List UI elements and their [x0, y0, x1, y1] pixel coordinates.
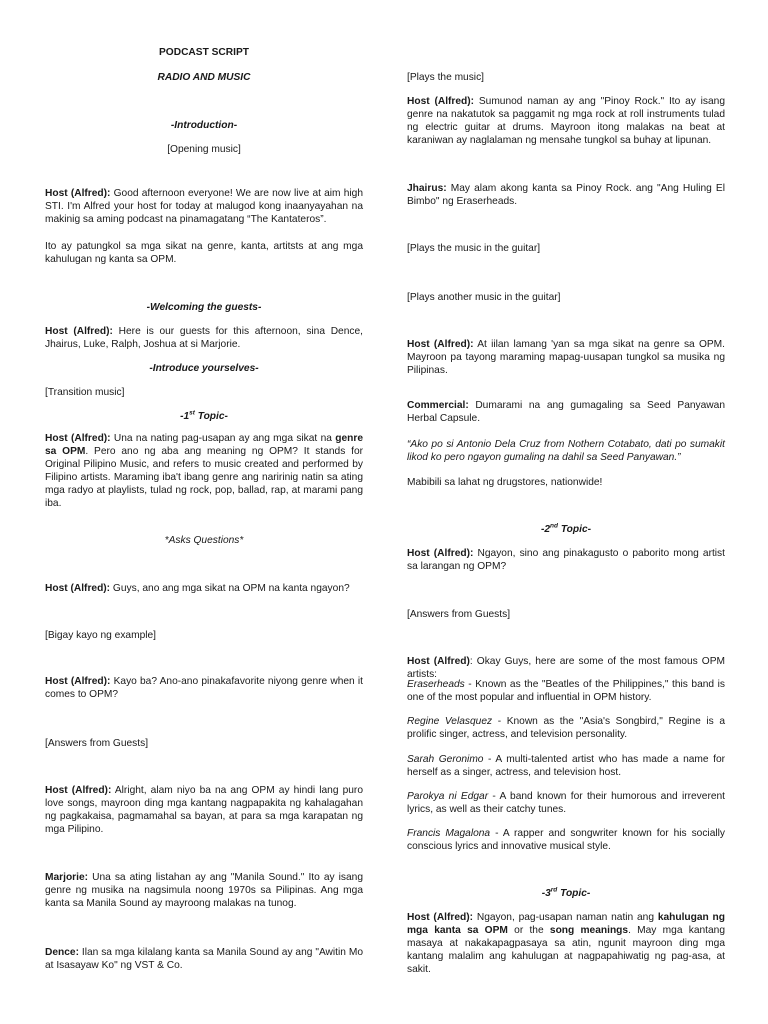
paragraph-host-guests [45, 325, 363, 351]
speaker-label: Host (Alfred) [407, 656, 470, 667]
speaker-label: Commercial: [407, 400, 469, 411]
speaker-label: Host (Alfred): [45, 785, 112, 796]
welcoming-heading: -Welcoming the guests- [146, 302, 262, 313]
introduction-heading: -Introduction- [170, 120, 238, 131]
artist-item: Parokya ni Edgar - A band known for their humorous and irreverent lyrics, as well as their catchy tunes. [407, 791, 725, 815]
speaker-label: Host (Alfred): [45, 433, 111, 444]
speaker-label: Dence: [45, 947, 79, 958]
artist-name: Francis Magalona [407, 828, 491, 839]
stage-direction-transition-music: [Transition music] [45, 387, 125, 398]
document-title: PODCAST SCRIPT [159, 47, 249, 58]
speaker-label: Host (Alfred): [407, 96, 475, 107]
paragraph-marjorie: Marjorie: Una sa ating listahan ay ang "Manila Sound." Ito ay isang genre ng musika na nagsimula noong 1970s sa Pilipinas. Ang mga kanta sa Manila Sound ay mayroong malakas na tunog. [45, 872, 363, 909]
artist-name: Regine Velasquez [407, 716, 493, 727]
stage-direction-plays-guitar: [Plays the music in the guitar] [407, 243, 541, 254]
topic-3-heading: -3rd Topic- [541, 886, 591, 899]
speaker-label: Host (Alfred): [45, 188, 111, 199]
artist-item: Francis Magalona - A rapper and songwriter known for his socially conscious lyrics and innovative musical style. [407, 828, 725, 852]
stage-direction-plays-another: [Plays another music in the guitar] [407, 292, 561, 303]
commercial-tagline: Mabibili sa lahat ng drugstores, nationwide! [407, 477, 603, 488]
paragraph-topic-description: Ito ay patungkol sa mga sikat na genre, kanta, artitsts at ang mga kahulugan ng kanta sa OPM. [45, 241, 363, 265]
stage-direction-plays-music: [Plays the music] [407, 72, 484, 83]
paragraph-host-question-1: Host (Alfred): Guys, ano ang mga sikat na OPM na kanta ngayon? [45, 583, 350, 594]
paragraph-host-question-2: Host (Alfred): Kayo ba? Ano-ano pinakafavorite niyong genre when it comes to OPM? [45, 676, 363, 700]
stage-direction-bigay: [Bigay kayo ng example] [45, 630, 156, 641]
stage-direction-answers: [Answers from Guests] [45, 738, 149, 749]
stage-direction-asks-questions: *Asks Questions* [164, 535, 244, 546]
paragraph-host-opm-meaning: Host (Alfred): Alright, alam niyo ba na ang OPM ay hindi lang puro love songs, mayroon ding mga kantang nagpapakita ng kahalagahan ng pagkakaisa, pagmamahal sa bayan, at para sa mga karapatan ng mga Pilipino. [45, 785, 363, 835]
speaker-label: Host (Alfred): [45, 676, 111, 687]
speaker-label: Jhairus: [407, 183, 447, 194]
paragraph-host-pinoy-rock: Host (Alfred): Sumunod naman ay ang "Pinoy Rock." Ito ay isang genre na nakatutok sa paggamit ng mga rock at roll instruments tulad ng electric guitar at drums. Mayroon itong malakas na beat at karaniwan ay naglalaman ng mensahe tungkol sa buhay at lipunan. [407, 96, 725, 146]
artist-item: Eraserheads - Known as the "Beatles of the Philippines," this band is one of the most popular and influential in OPM history. [407, 679, 725, 703]
stage-direction-answers-2: [Answers from Guests] [407, 609, 511, 620]
paragraph-host-opm-genres: Host (Alfred): Una na nating pag-usapan ay ang mga sikat na genre sa OPM. Pero ano ng aba ang meaning ng OPM? It stands for Original Pilipino Music, and refers to music created and performed by Filipino artists. Maraming iba't ibang genre ang naririnig natin sa ating mga radyo at playlists, tulad ng rock, pop, ballad, rap, at marami pang iba. [45, 433, 364, 509]
paragraph-host-favorite-artist: Host (Alfred): Ngayon, sino ang pinakagusto o paborito mong artist sa larangan ng OPM? [407, 548, 725, 572]
document-subtitle: RADIO AND MUSIC [157, 72, 251, 83]
stage-direction-opening-music: [Opening music] [167, 144, 241, 155]
paragraph-host-famous-artists: Host (Alfred): Okay Guys, here are some of the most famous OPM artists: [407, 656, 725, 680]
artist-item: Sarah Geronimo - A multi-talented artist who has made a name for herself as a singer, actress, and television host. [407, 754, 726, 778]
paragraph-commercial: Commercial: Dumarami na ang gumagaling sa Seed Panyawan Herbal Capsule. [407, 400, 725, 424]
commercial-quote: “Ako po si Antonio Dela Cruz from Nothern Cotabato, dati po sumakit likod ko pero ngayon gumaling na dahil sa Seed Panyawan.” [407, 439, 725, 463]
dialogue-text: Good afternoon everyone! We are now live at aim high STI. I'm Alfred your host for today at malugod kong inaanyayahan na makinig sa aming podcast na pinamagatang “The Kantateros”. [45, 188, 363, 225]
paragraph-jhairus: Jhairus: May alam akong kanta sa Pinoy Rock. ang "Ang Huling El Bimbo" ng Eraserheads. [407, 183, 725, 207]
speaker-label: Host (Alfred): [407, 548, 474, 559]
paragraph-host-greeting [45, 187, 363, 226]
speaker-label: Marjorie: [45, 872, 89, 883]
artist-name: Eraserheads [407, 679, 465, 690]
paragraph-host-song-meanings: Host (Alfred): Ngayon, pag-usapan naman natin ang kahulugan ng mga kanta sa OPM or the song meanings. May mga kantang masaya at nakakapagpasaya sa atin, ngunit mayroon ding mga kantang malalim ang kahulugan at nagpapahiwatig ng pag-asa, at sakit. [407, 912, 725, 975]
topic-2-heading: -2nd Topic- [540, 522, 592, 535]
introduce-heading: -Introduce yourselves- [149, 363, 259, 374]
artist-item: Regine Velasquez - Known as the "Asia's Songbird," Regine is a prolific singer, actress, and television personality. [407, 716, 725, 740]
artist-name: Parokya ni Edgar [407, 791, 489, 802]
speaker-label: Host (Alfred): [45, 326, 113, 337]
paragraph-dence: Dence: Ilan sa mga kilalang kanta sa Manila Sound ay ang "Awitin Mo at Isasayaw Ko" ng VST & Co. [45, 947, 363, 971]
artist-name: Sarah Geronimo [407, 754, 484, 765]
topic-1-heading: -1st Topic- [180, 409, 228, 422]
dialogue-text: Here is our guests for this afternoon, sina Dence, Jhairus, Luke, Ralph, Joshua at si Marjorie. [45, 326, 363, 350]
speaker-label: Host (Alfred): [407, 912, 474, 923]
speaker-label: Host (Alfred): [407, 339, 474, 350]
speaker-label: Host (Alfred): [45, 583, 111, 594]
paragraph-host-genres-wrap: Host (Alfred): At iilan lamang 'yan sa mga sikat na genre sa OPM. Mayroon pa tayong maraming mapag-uusapan tungkol sa musika ng Pilipinas. [407, 339, 725, 376]
